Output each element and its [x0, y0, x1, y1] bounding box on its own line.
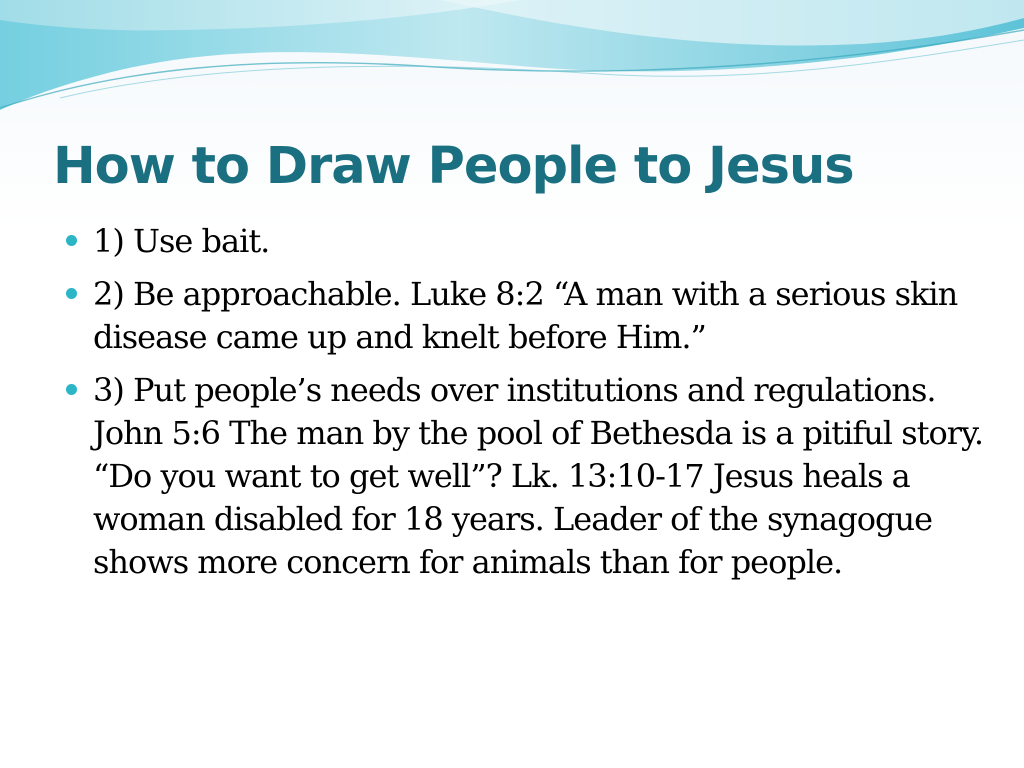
bullet-item	[60, 369, 1000, 584]
bullet-item	[60, 273, 1000, 359]
bullet-item	[60, 220, 1000, 263]
bullet-dot-icon	[66, 384, 77, 395]
bullet-text: 2) Be approachable. Luke 8:2 “A man with a serious skin disease came up and knelt before Him.”	[93, 275, 958, 356]
bullet-text: 1) Use bait.	[93, 222, 270, 260]
bullet-dot-icon	[66, 235, 77, 246]
bullet-list	[60, 220, 1000, 594]
slide-title: How to Draw People to Jesus	[53, 137, 854, 196]
bullet-text: 3) Put people’s needs over institutions and regulations. John 5:6 The man by the pool of Bethesda is a pitiful story. “Do you want to get well”? Lk. 13:10-17 Jesus heals a woman disabled for 18 years. Leader of the synagogue shows more concern for animals than for people.	[93, 371, 984, 581]
bullet-dot-icon	[66, 288, 77, 299]
header-wave-decoration	[0, 0, 1024, 120]
